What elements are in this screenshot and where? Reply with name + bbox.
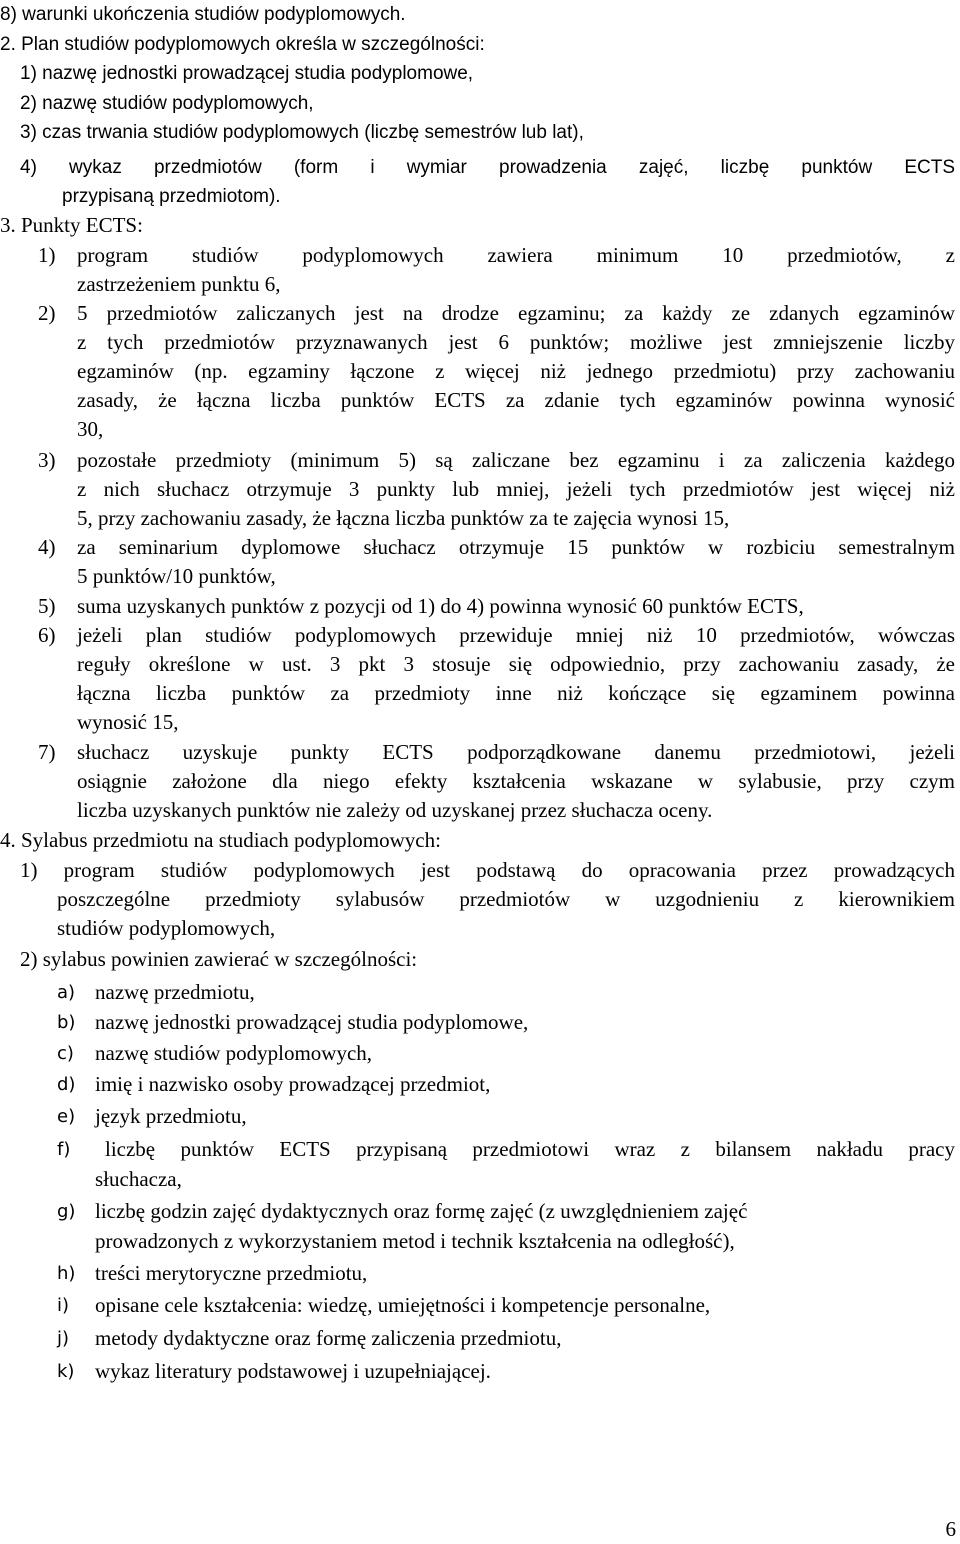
sec4-sub-k: wykaz literatury podstawowej i uzupełniającej. [95,1359,491,1383]
sec4-sub-h: treści merytoryczne przedmiotu, [95,1261,368,1285]
sec4-sub-b: nazwę jednostki prowadzącej studia podyplomowe, [95,1010,529,1034]
sec4-sub-g-line1: liczbę godzin zajęć dydaktycznych oraz formę zajęć (z uwzględnieniem zajęć [95,1199,748,1223]
sec4-sub-d: imię i nazwisko osoby prowadzącej przedmiot, [95,1072,491,1096]
sec4-item1-line1: 1) program studiów podyplomowych jest podstawą do opracowania przez prowadzących [20,858,955,882]
sec4-sub-j-label: j) [57,1328,70,1349]
sec3-item6-line3: łączna liczba punktów za przedmioty inne niż kończące się egzaminem powinna [77,681,955,705]
sec3-item4-number: 4) [38,535,56,559]
sec2-item8: 8) warunki ukończenia studiów podyplomowych. [0,4,406,25]
sec4-heading: 4. Sylabus przedmiotu na studiach podyplomowych: [0,828,441,852]
sec4-sub-e-label: e) [57,1106,76,1127]
sec4-sub-f-line2: słuchacza, [95,1167,182,1191]
sec4-sub-d-label: d) [57,1074,76,1095]
page-number: 6 [945,1517,956,1541]
sec3-item1-number: 1) [38,243,56,267]
sec3-item2-line5: 30, [77,417,104,441]
sec3-item2-line3: egzaminów (np. egzaminy łączone z więcej niż jednego przedmiotu) przy zachowaniu [77,359,955,383]
sec3-item7-line3: liczba uzyskanych punktów nie zależy od uzyskanej przez słuchacza oceny. [77,798,713,822]
sec2-item4-line1: 4) wykaz przedmiotów (form i wymiar prowadzenia zajęć, liczbę punktów ECTS [20,157,955,178]
sec4-sub-f-label: f) [57,1139,71,1160]
sec4-item1-line3: studiów podyplomowych, [57,916,276,940]
sec3-item5-number: 5) [38,594,56,618]
sec4-sub-f-line1: liczbę punktów ECTS przypisaną przedmiotowi wraz z bilansem nakładu pracy [105,1137,955,1161]
sec3-item7-line1: słuchacz uzyskuje punkty ECTS podporządkowane danemu przedmiotowi, jeżeli [77,740,955,764]
sec3-item7-line2: osiągnie założone dla niego efekty kształcenia wskazane w sylabusie, przy czym [77,769,955,793]
sec4-sub-g-line2: prowadzonych z wykorzystaniem metod i technik kształcenia na odległość), [95,1229,735,1253]
sec4-sub-e: język przedmiotu, [95,1104,247,1128]
sec3-heading: 3. Punkty ECTS: [0,213,143,237]
sec2-item2: 2) nazwę studiów podyplomowych, [20,93,314,114]
sec4-sub-a: nazwę przedmiotu, [95,980,255,1004]
sec4-sub-i: opisane cele kształcenia: wiedzę, umiejętności i kompetencje personalne, [95,1293,711,1317]
sec3-item6-line2: reguły określone w ust. 3 pkt 3 stosuje się odpowiednio, przy zachowaniu zasady, że [77,652,955,676]
sec3-item2-line1: 5 przedmiotów zaliczanych jest na drodze egzaminu; za każdy ze zdanych egzaminów [77,301,955,325]
sec3-item6-line1: jeżeli plan studiów podyplomowych przewiduje mniej niż 10 przedmiotów, wówczas [77,623,955,647]
sec4-sub-k-label: k) [57,1361,75,1382]
sec3-item4-line2: 5 punktów/10 punktów, [77,564,276,588]
sec3-item3-line3: 5, przy zachowaniu zasady, że łączna liczba punktów za te zajęcia wynosi 15, [77,506,730,530]
sec4-sub-a-label: a) [57,982,76,1003]
sec4-item2: 2) sylabus powinien zawierać w szczególności: [20,947,418,971]
sec4-sub-c-label: c) [57,1043,74,1064]
sec2-item3: 3) czas trwania studiów podyplomowych (liczbę semestrów lub lat), [20,122,584,143]
sec4-sub-b-label: b) [57,1012,76,1033]
sec3-item3-line1: pozostałe przedmioty (minimum 5) są zaliczane bez egzaminu i za zaliczenia każdego [77,448,955,472]
sec3-item2-line4: zasady, że łączna liczba punktów ECTS za zdanie tych egzaminów powinna wynosić [77,388,955,412]
sec4-sub-c: nazwę studiów podyplomowych, [95,1041,373,1065]
sec3-item4-line1: za seminarium dyplomowe słuchacz otrzymuje 15 punktów w rozbiciu semestralnym [77,535,955,559]
sec2-item4-line2: przypisaną przedmiotom). [62,186,281,207]
sec3-item5-line1: suma uzyskanych punktów z pozycji od 1) do 4) powinna wynosić 60 punktów ECTS, [77,594,804,618]
sec4-sub-j: metody dydaktyczne oraz formę zaliczenia przedmiotu, [95,1326,562,1350]
sec3-item2-number: 2) [38,301,56,325]
sec3-item6-number: 6) [38,623,56,647]
sec3-item7-number: 7) [38,740,56,764]
sec4-item1-line2: poszczególne przedmioty sylabusów przedmiotów w uzgodnieniu z kierownikiem [57,887,955,911]
sec3-item2-line2: z tych przedmiotów przyznawanych jest 6 punktów; możliwe jest zmniejszenie liczby [77,330,955,354]
sec3-item3-number: 3) [38,448,56,472]
sec2-item1: 1) nazwę jednostki prowadzącej studia podyplomowe, [20,63,474,84]
sec3-item1-line1: program studiów podyplomowych zawiera minimum 10 przedmiotów, z [77,243,955,267]
sec2-heading: 2. Plan studiów podyplomowych określa w szczególności: [0,34,485,55]
sec4-sub-g-label: g) [57,1201,76,1222]
sec4-sub-h-label: h) [57,1263,76,1284]
sec3-item6-line4: wynosić 15, [77,710,179,734]
sec3-item3-line2: z nich słuchacz otrzymuje 3 punkty lub mniej, jeżeli tych przedmiotów jest więcej niż [77,477,955,501]
sec4-sub-i-label: i) [57,1295,70,1316]
sec3-item1-line2: zastrzeżeniem punktu 6, [77,272,281,296]
